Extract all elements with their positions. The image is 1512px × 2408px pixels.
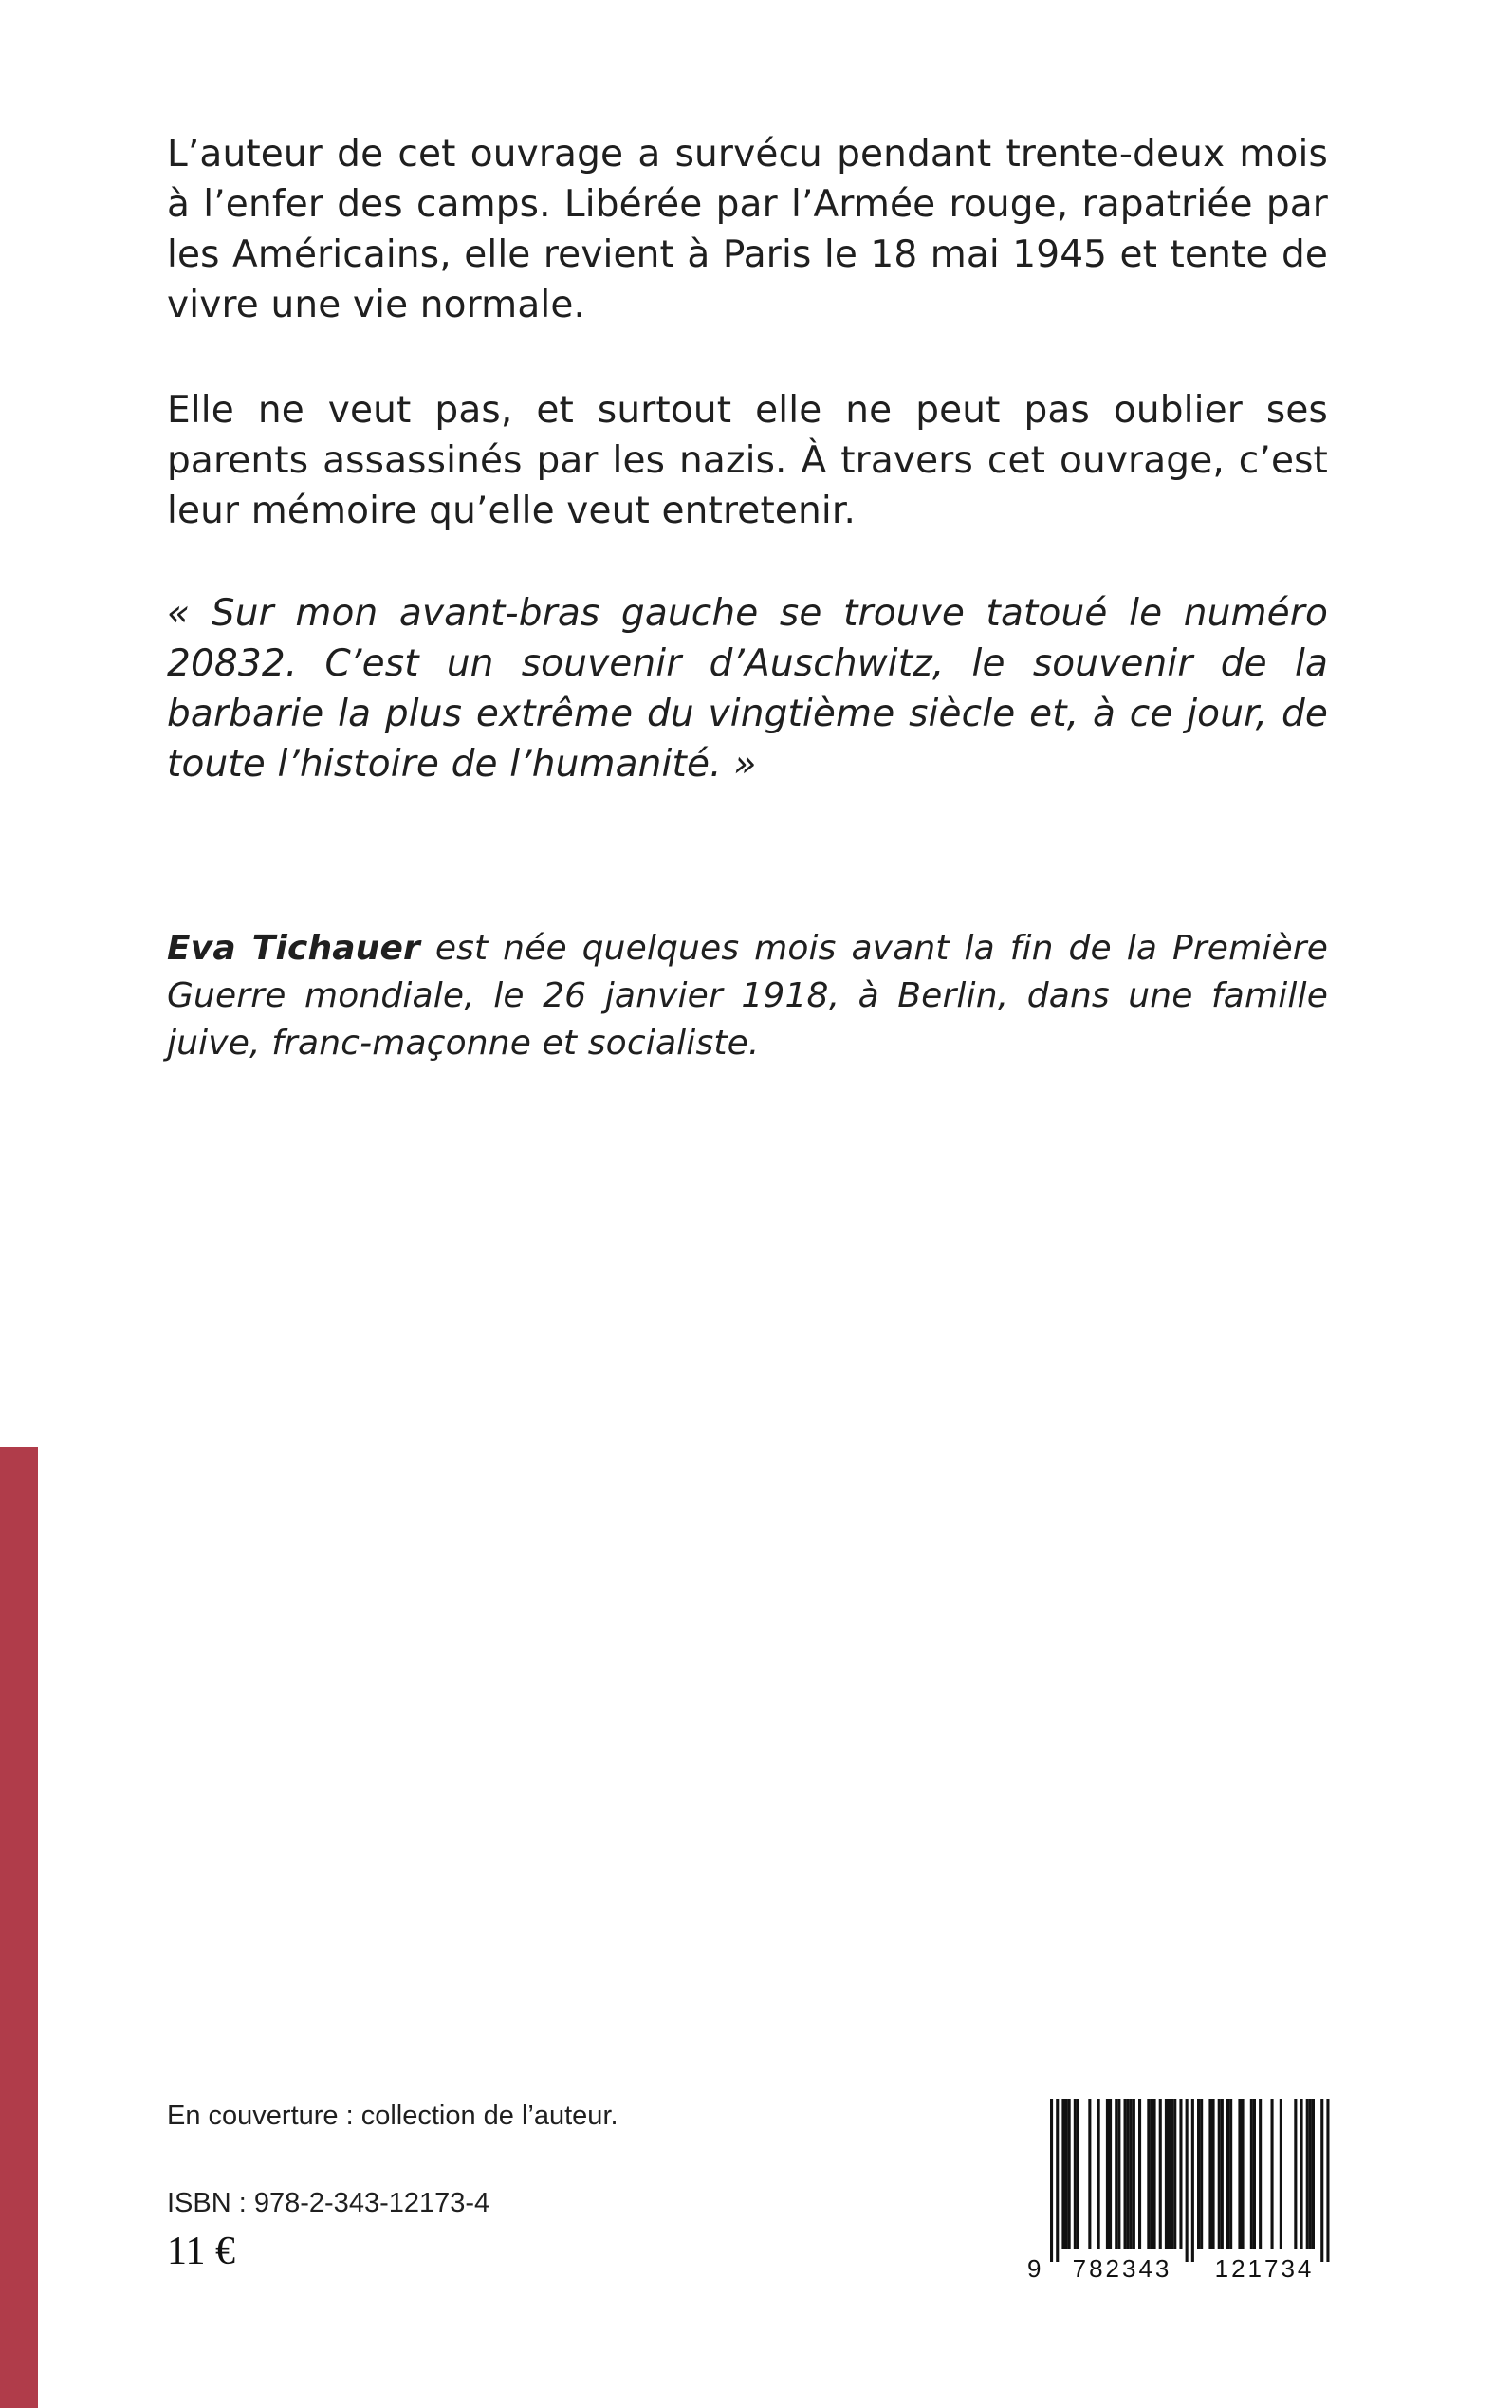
barcode-bar — [1159, 2099, 1162, 2249]
barcode-bar — [1130, 2099, 1133, 2249]
author-bio-text: est née quelques mois avant la fin de la Première Guerre mondiale, le 26 janvier 1918, à Berlin, dans une famille juive, franc-maçonne et socialiste. — [167, 929, 1328, 1063]
barcode-bar — [1109, 2099, 1112, 2249]
barcode-bar — [1173, 2099, 1176, 2249]
barcode-bar — [1124, 2099, 1127, 2249]
barcode-bar — [1179, 2099, 1182, 2249]
cover-credit: En couverture : collection de l’auteur. — [167, 2101, 618, 2131]
barcode-left-group: 782343 — [1072, 2254, 1172, 2282]
isbn: ISBN : 978-2-343-12173-4 — [167, 2188, 490, 2218]
barcode-bar — [1050, 2099, 1053, 2262]
barcode-bar — [1242, 2099, 1245, 2249]
summary-paragraph-2: Elle ne veut pas, et surtout elle ne peut pas oublier ses parents assassinés par les nazis. À travers cet ouvrage, c’est leur mémoire qu’elle veut entretenir. — [167, 389, 1328, 532]
barcode-bar — [1056, 2099, 1059, 2262]
barcode-bar — [1320, 2099, 1323, 2262]
author-name: Eva Tichauer — [167, 929, 420, 968]
barcode-bar — [1306, 2099, 1309, 2249]
barcode-bar — [1133, 2099, 1135, 2249]
barcode-bar — [1117, 2099, 1120, 2249]
barcode-bar — [1127, 2099, 1130, 2249]
barcode-bar — [1097, 2099, 1100, 2249]
barcode-bar — [1061, 2099, 1064, 2249]
barcode-bar — [1197, 2099, 1200, 2249]
accent-bar — [0, 1447, 38, 2408]
barcode-first-digit: 9 — [1027, 2254, 1042, 2282]
barcode-bar — [1150, 2099, 1152, 2249]
barcode-bar — [1309, 2099, 1312, 2249]
barcode-bar — [1068, 2099, 1071, 2249]
barcode-bar — [1208, 2099, 1211, 2249]
barcode-bar — [1238, 2099, 1241, 2249]
barcode-bar — [1088, 2099, 1091, 2249]
barcode — [1027, 2099, 1350, 2282]
barcode-bar — [1153, 2099, 1156, 2249]
barcode-bar — [1191, 2099, 1194, 2262]
barcode-bar — [1212, 2099, 1215, 2249]
barcode-bar — [1065, 2099, 1068, 2249]
barcode-right-group: 121734 — [1214, 2254, 1315, 2282]
barcode-bar — [1115, 2099, 1117, 2249]
summary-paragraph-1: L’auteur de cet ouvrage a survécu pendant trente-deux mois à l’enfer des camps. Libérée par l’Armée rouge, rapatriée par les Américains, elle revient à Paris le 18 mai 1945 et tente de vivre une vie normale. — [167, 133, 1328, 326]
barcode-bar — [1168, 2099, 1171, 2249]
barcode-bars — [1050, 2099, 1330, 2262]
author-quote: « Sur mon avant-bras gauche se trouve tatoué le numéro 20832. C’est un souvenir d’Auschwitz, le souvenir de la barbarie la plus extrême du vingtième siècle et, à ce jour, de toute l’histoire de l’humanité. » — [167, 592, 1328, 786]
price: 11 € — [167, 2230, 235, 2273]
barcode-bar — [1077, 2099, 1079, 2249]
barcode-bar — [1138, 2099, 1141, 2249]
barcode-bar — [1200, 2099, 1203, 2249]
barcode-bar — [1271, 2099, 1274, 2249]
barcode-bar — [1226, 2099, 1229, 2249]
barcode-bar — [1259, 2099, 1262, 2249]
barcode-bar — [1218, 2099, 1221, 2249]
barcode-bar — [1326, 2099, 1329, 2262]
barcode-bar — [1280, 2099, 1282, 2249]
barcode-bar — [1221, 2099, 1224, 2249]
barcode-bar — [1106, 2099, 1109, 2249]
barcode-bar — [1186, 2099, 1189, 2262]
barcode-bar — [1074, 2099, 1077, 2249]
barcode-bar — [1312, 2099, 1315, 2249]
author-bio — [167, 925, 1328, 1067]
barcode-bar — [1229, 2099, 1232, 2249]
barcode-bar — [1250, 2099, 1253, 2249]
barcode-bar — [1147, 2099, 1150, 2249]
barcode-bar — [1171, 2099, 1173, 2249]
barcode-bar — [1165, 2099, 1168, 2249]
barcode-bar — [1300, 2099, 1303, 2249]
barcode-bar — [1253, 2099, 1256, 2249]
barcode-bar — [1294, 2099, 1297, 2249]
